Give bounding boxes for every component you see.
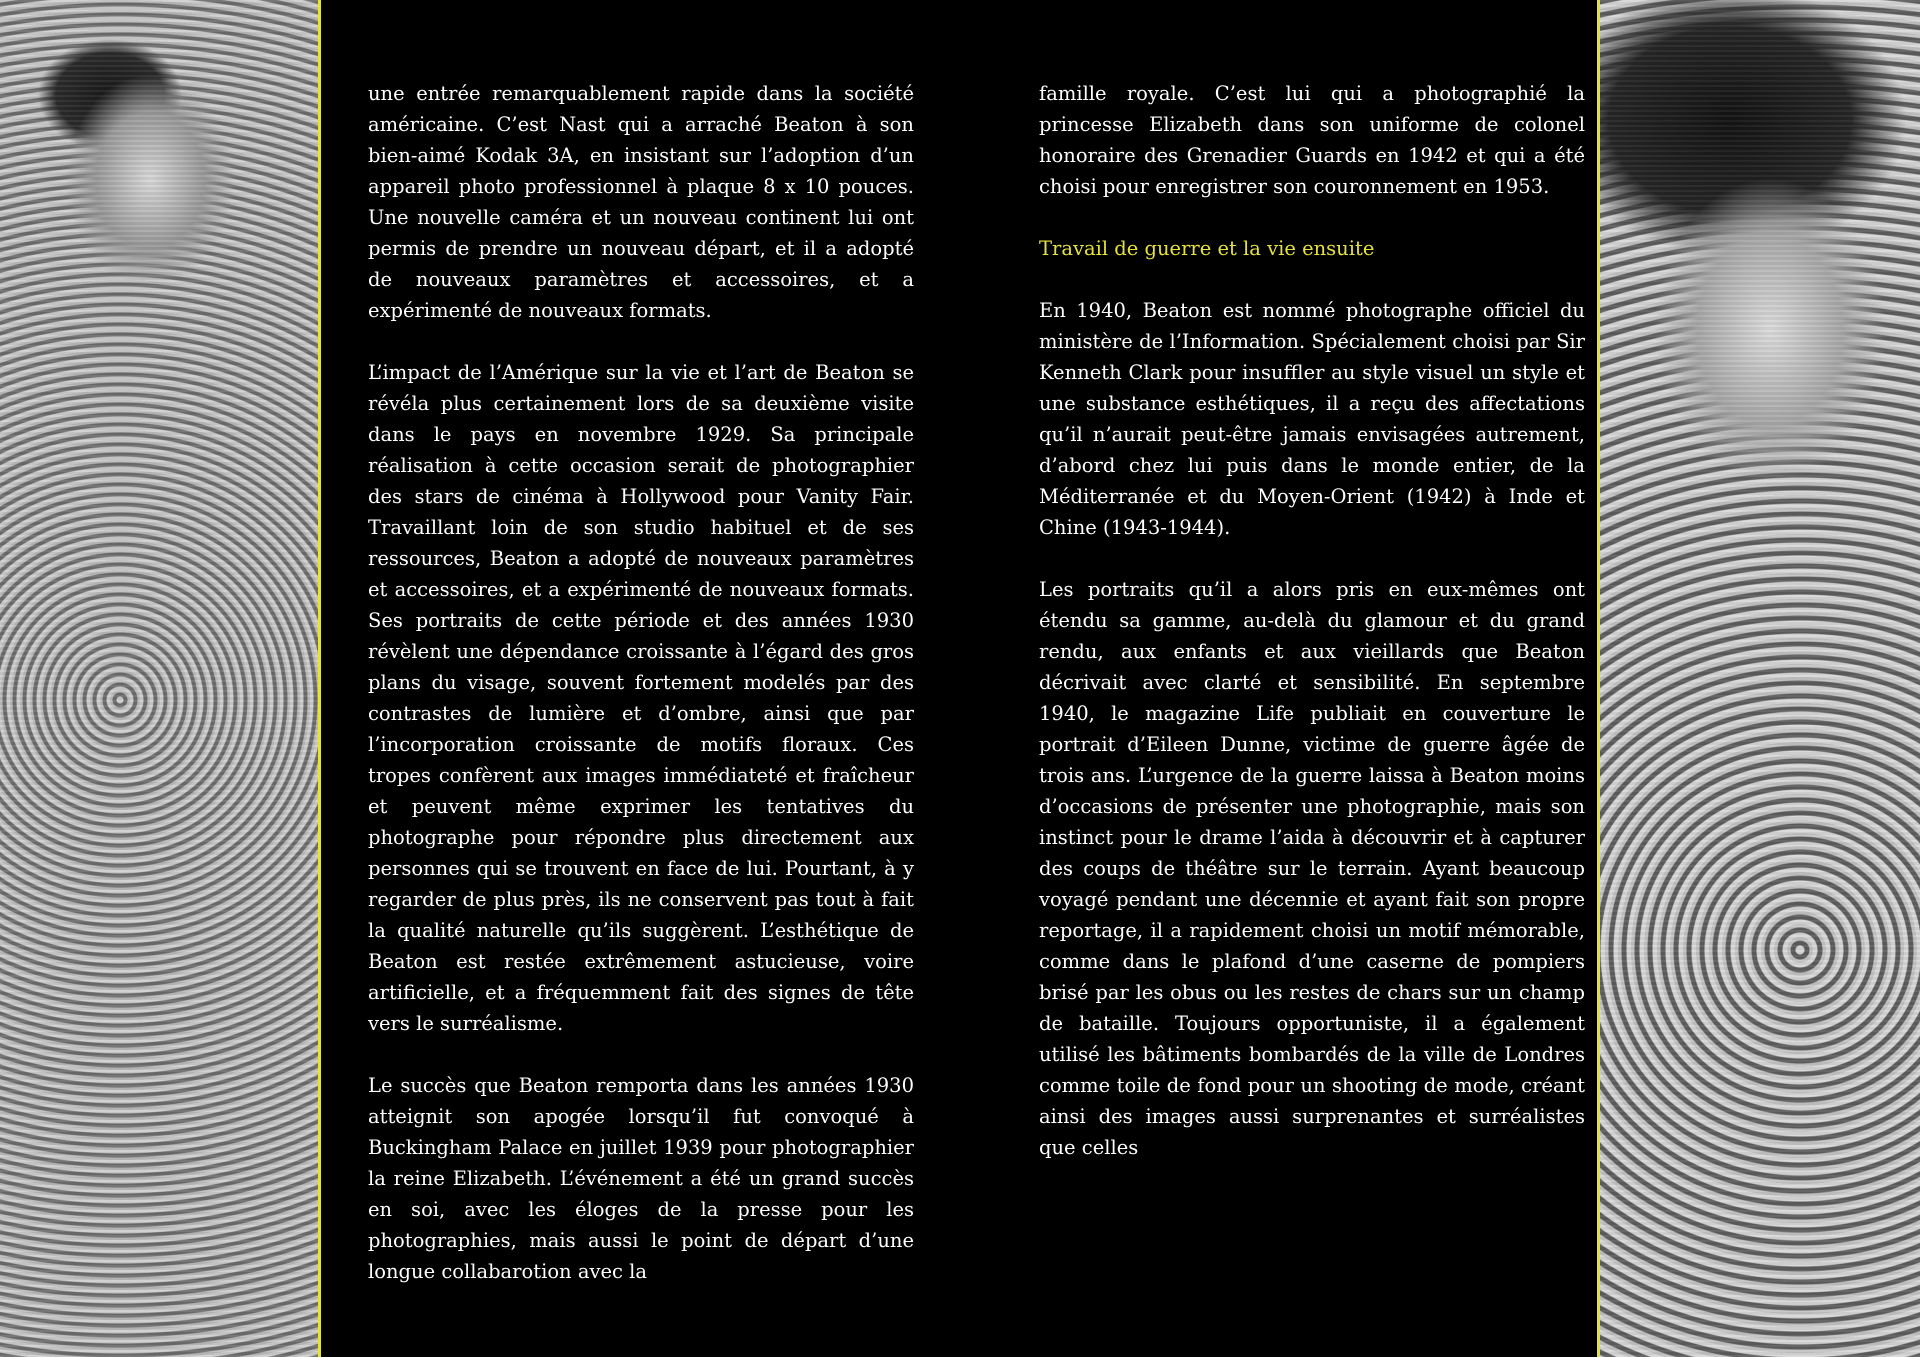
right-text-column: [1039, 78, 1585, 1194]
section-heading: Travail de guerre et la vie ensuite: [1039, 237, 1375, 260]
left-paragraph-2: L’impact de l’Amérique sur la vie et l’art de Beaton se révéla plus certainement lors de sa deuxième visite dans le pays en novembre 1929. Sa principale réalisation à cette occasion serait de photographier des stars de cinéma à Hollywood pour Vanity Fair. Travaillant loin de son studio habituel et de ses ressources, Beaton a adopté de nouveaux paramètres et accessoires, et a expérimenté de nouveaux formats. Ses portraits de cette période et des années 1930 révèlent une dépendance croissante à l’égard des gros plans du visage, souvent fortement modelés par des contrastes de lumière et d’ombre, ainsi que par l’incorporation croissante de motifs floraux. Ces tropes confèrent aux images immédiateté et fraîcheur et peuvent même exprimer les tentatives du photographe pour répondre plus directement aux personnes qui se trouvent en face de lui. Pourtant, à y regarder de plus près, ils ne conservent pas tout à fait la qualité naturelle qu’ils suggèrent. L’esthétique de Beaton est restée extrêmement astucieuse, voire artificielle, et a fréquemment fait des signes de tête vers le surréalisme.: [368, 361, 914, 1035]
right-intro-paragraph: famille royale. C’est lui qui a photographié la princesse Elizabeth dans son uniforme de colonel honoraire des Grenadier Guards en 1942 et qui a été choisi pour enregistrer son couronnement en 1953.: [1039, 82, 1585, 198]
left-text-column: [368, 78, 914, 1318]
right-paragraph-1: En 1940, Beaton est nommé photographe officiel du ministère de l’Information. Spécialement choisi par Sir Kenneth Clark pour insuffler au style visuel un style et une substance esthétiques, il a reçu des affectations qu’il n’aurait peut-être jamais envisagées autrement, d’abord chez lui puis dans le monde entier, de la Méditerranée et du Moyen-Orient (1942) à Inde et Chine (1943-1944).: [1039, 299, 1585, 539]
left-paragraph-3: Le succès que Beaton remporta dans les années 1930 atteignit son apogée lorsqu’il fut convoqué à Buckingham Palace en juillet 1939 pour photographier la reine Elizabeth. L’événement a été un grand succès en soi, avec les éloges de la presse pour les photographies, mais aussi le point de départ d’une longue collabarotion avec la: [368, 1074, 914, 1283]
left-paragraph-1: une entrée remarquablement rapide dans la société américaine. C’est Nast qui a arraché Beaton à son bien-aimé Kodak 3A, en insistant sur l’adoption d’un appareil photo professionnel à plaque 8 x 10 pouces. Une nouvelle caméra et un nouveau continent lui ont permis de prendre un nouveau départ, et il a adopté de nouveaux paramètres et accessoires, et a expérimenté de nouveaux formats.: [368, 82, 914, 322]
right-paragraph-2: Les portraits qu’il a alors pris en eux-mêmes ont étendu sa gamme, au-delà du glamour et du grand rendu, aux enfants et aux vieillards que Beaton décrivait avec clarté et sensibilité. En septembre 1940, le magazine Life publiait en couverture le portrait d’Eileen Dunne, victime de guerre âgée de trois ans. L’urgence de la guerre laissa à Beaton moins d’occasions de présenter une photographie, mais son instinct pour le drame l’aida à découvrir et à capturer des coups de théâtre sur le terrain. Ayant beaucoup voyagé pendant une décennie et ayant fait son propre reportage, il a rapidement choisi un motif mémorable, comme dans le plafond d’une caserne de pompiers brisé par les obus ou les restes de chars sur un champ de bataille. Toujours opportuniste, il a également utilisé les bâtiments bombardés de la ville de Londres comme toile de fond pour un shooting de mode, créant ainsi des images aussi surprenantes et surréalistes que celles: [1039, 578, 1585, 1159]
left-accent-rule: [318, 0, 321, 1357]
right-portrait-photo: [1600, 0, 1920, 1357]
left-portrait-photo: [0, 0, 318, 1357]
